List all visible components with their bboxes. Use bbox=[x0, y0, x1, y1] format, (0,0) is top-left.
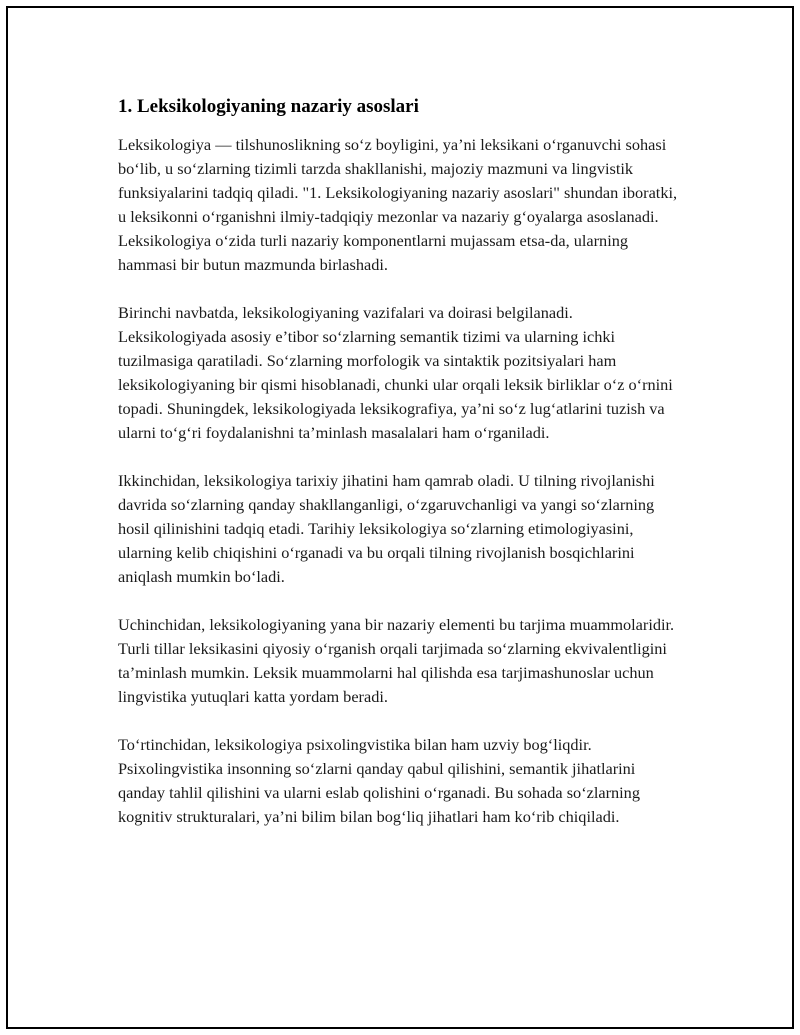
paragraph-1: Leksikologiya — tilshunoslikning so‘z boyligini, ya’ni leksikani o‘rganuvchi sohasi bo‘lib, u so‘zlarning tizimli tarzda shakllanishi, majoziy mazmuni va lingvistik funksiyalarini tadqiq qiladi. "1. Leksikologiyaning nazariy asoslari" shundan iboratki, u leksikonni o‘rganishni ilmiy-tadqiqiy mezonlar va nazariy g‘oyalarga asoslanadi. Leksikologiya o‘zida turli nazariy komponentlarni mujassam etsa-da, ularning hammasi bir butun mazmunda birlashadi. bbox=[118, 135, 678, 274]
section-heading: 1. Leksikologiyaning nazariy asoslari bbox=[118, 96, 419, 117]
paragraph-3: Ikkinchidan, leksikologiya tarixiy jihatini ham qamrab oladi. U tilning rivojlanishi davrida so‘zlarning qanday shakllanganligi, o‘zgaruvchanligi va yangi so‘zlarning hosil qilinishini tadqiq etadi. Tarihiy leksikologiya so‘zlarning etimologiyasini, ularning kelib chiqishini o‘rganadi va bu orqali tilning rivojlanish bosqichlarini aniqlash mumkin bo‘ladi. bbox=[118, 471, 655, 586]
paragraph-5: To‘rtinchidan, leksikologiya psixolingvistika bilan ham uzviy bog‘liqdir. Psixolingvistika insonning so‘zlarni qanday qabul qilishini, semantik jihatlarini qanday tahlil qilishini va ularni eslab qolishini o‘rganadi. Bu sohada so‘zlarning kognitiv strukturalari, ya’ni bilim bilan bog‘liq jihatlari ham ko‘rib chiqiladi. bbox=[118, 735, 640, 826]
paragraph-2: Birinchi navbatda, leksikologiyaning vazifalari va doirasi belgilanadi. Leksikologiyada asosiy e’tibor so‘zlarning semantik tizimi va ularning ichki tuzilmasiga qaratiladi. So‘zlarning morfologik va sintaktik pozitsiyalari ham leksikologiyaning bir qismi hisoblanadi, chunki ular orqali leksik birliklar o‘z o‘rnini topadi. Shuningdek, leksikologiyada leksikografiya, ya’ni so‘z lug‘atlarini tuzish va ularni to‘g‘ri foydalanishni ta’minlash masalalari ham o‘rganiladi. bbox=[118, 303, 673, 442]
document-body bbox=[118, 95, 678, 853]
paragraph-4: Uchinchidan, leksikologiyaning yana bir nazariy elementi bu tarjima muammolaridir. Turli tillar leksikasini qiyosiy o‘rganish orqali tarjimada so‘zlarning ekvivalentligini ta’minlash mumkin. Leksik muammolarni hal qilishda esa tarjimashunoslar uchun lingvistika yutuqlari katta yordam beradi. bbox=[118, 615, 675, 706]
